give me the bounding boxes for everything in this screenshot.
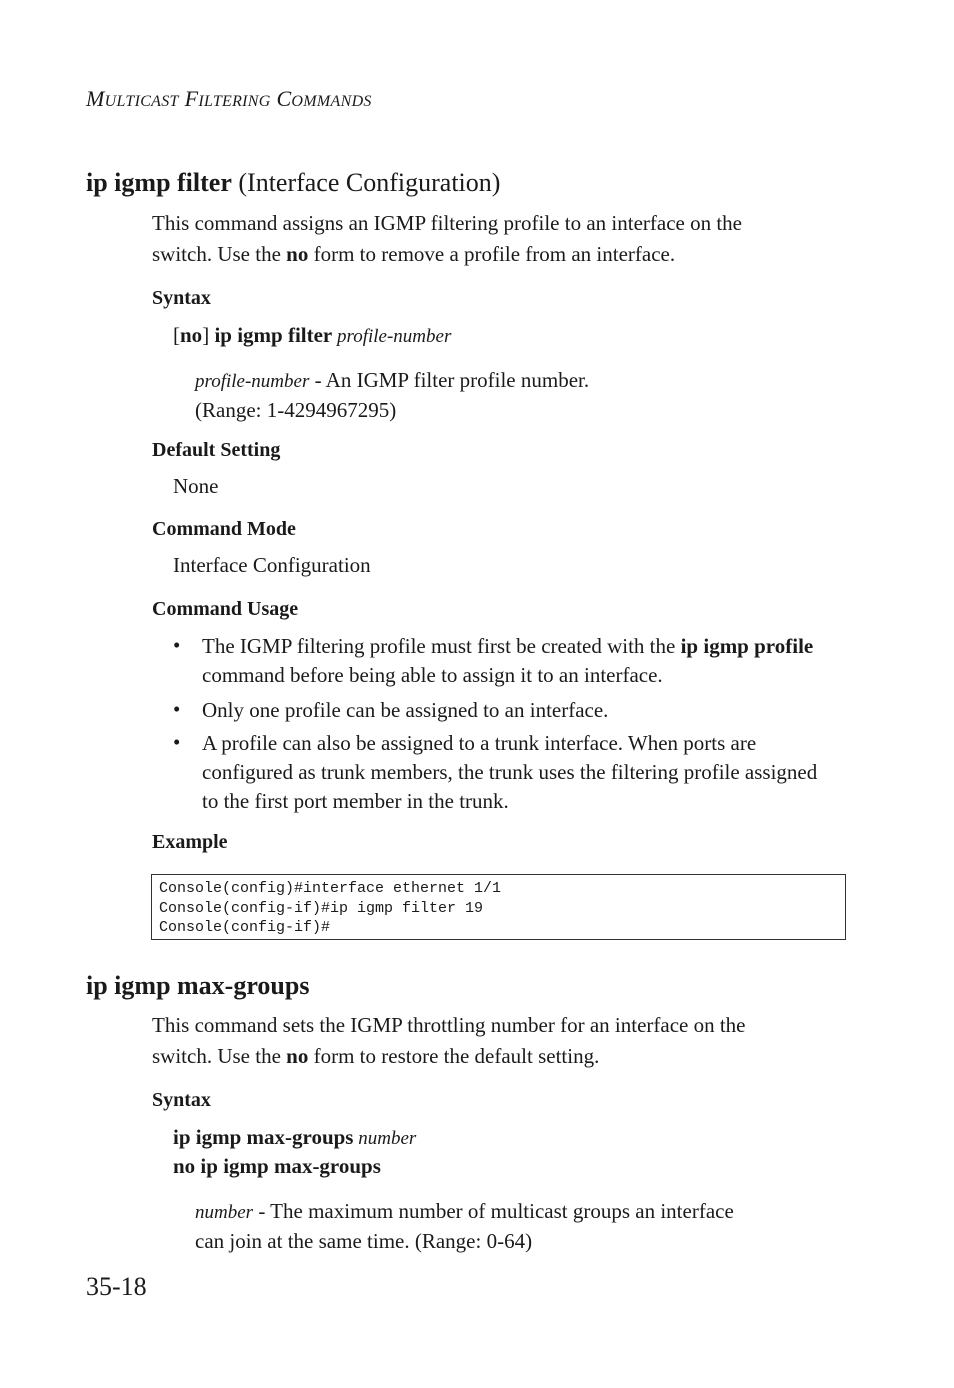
default-setting-heading: Default Setting xyxy=(152,439,281,461)
usage-bullet-2: Only one profile can be assigned to an interface. xyxy=(202,698,609,722)
syntax-line: no ip igmp max-groups xyxy=(173,1154,381,1178)
section2-description: This command sets the IGMP throttling number for an interface on the switch. Use the no form to restore the default setting. xyxy=(152,1013,746,1068)
example-heading: Example xyxy=(152,831,228,853)
syntax-heading: Syntax xyxy=(152,1089,211,1111)
default-setting-value: None xyxy=(173,474,219,498)
bullet-glyph: • xyxy=(173,633,181,657)
page-number: 35-18 xyxy=(86,1272,147,1301)
command-mode-value: Interface Configuration xyxy=(173,553,371,577)
param-description: profile-number - An IGMP filter profile number. (Range: 1-4294967295) xyxy=(195,368,590,422)
command-mode-heading: Command Mode xyxy=(152,518,296,540)
bullet-glyph: • xyxy=(173,697,181,721)
bullet-glyph: • xyxy=(173,730,181,754)
code-line: Console(config-if)#ip igmp filter 19 xyxy=(159,899,484,917)
code-line: Console(config)#interface ethernet 1/1 xyxy=(159,880,502,897)
section-title-ip-igmp-max-groups: ip igmp max-groups xyxy=(86,971,310,1000)
code-example xyxy=(151,874,846,940)
usage-bullet-1: The IGMP filtering profile must first be created with the ip igmp profile command before being able to assign it to an interface. xyxy=(202,634,814,687)
param-description: number - The maximum number of multicast groups an interface can join at the same time. (Range: 0-64) xyxy=(195,1199,734,1253)
running-head: MULTICAST FILTERING COMMANDS xyxy=(86,86,372,111)
usage-bullet-3: A profile can also be assigned to a trunk interface. When ports are configured as trunk members, the trunk uses the filtering profile assigned to the first port member in the trunk. xyxy=(202,731,818,813)
syntax-line: ip igmp max-groups number xyxy=(173,1125,417,1149)
code-line: Console(config-if)# xyxy=(159,919,331,936)
syntax-line: [no] ip igmp filter profile-number xyxy=(173,323,452,347)
section1-description: This command assigns an IGMP filtering profile to an interface on the switch. Use the no form to remove a profile from an interface. xyxy=(152,211,742,266)
command-usage-heading: Command Usage xyxy=(152,598,299,620)
syntax-heading: Syntax xyxy=(152,287,211,309)
section-title-ip-igmp-filter: ip igmp filter (Interface Configuration) xyxy=(86,168,501,197)
